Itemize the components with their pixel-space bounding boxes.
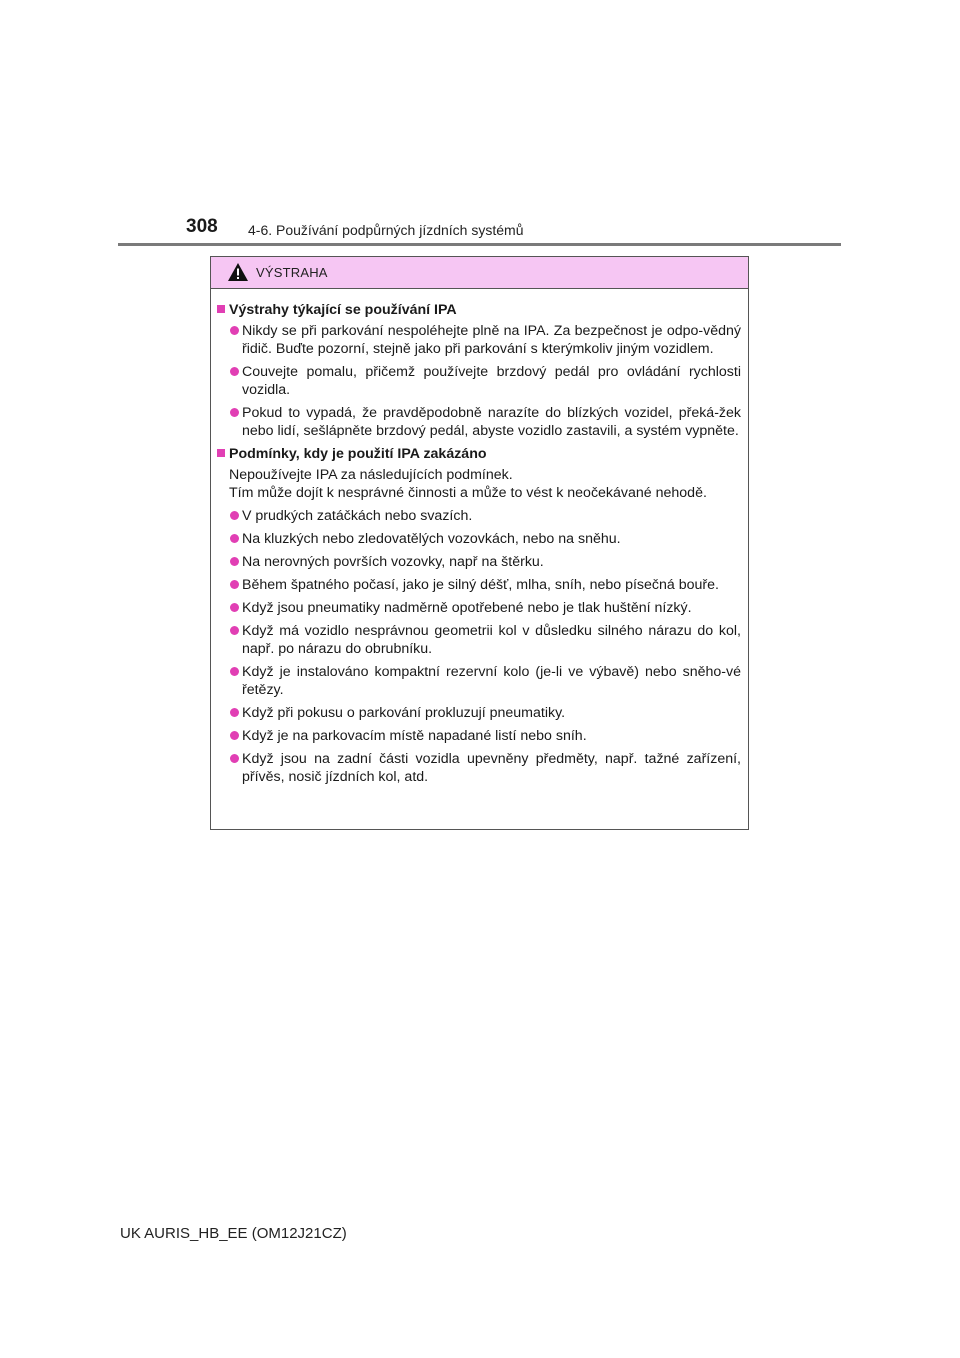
bullet-text: Když jsou na zadní části vozidla upevněny předměty, např. tažné zařízení, přívěs, nosič jízdních kol, atd. <box>242 751 741 785</box>
section-heading <box>217 445 741 463</box>
bullet-text: Když při pokusu o parkování prokluzují pneumatiky. <box>242 705 566 721</box>
dot-bullet-icon <box>230 534 239 543</box>
bullet-text: Pokud to vypadá, že pravděpodobně narazíte do blízkých vozidel, překá-žek nebo lidí, sešlápněte brzdový pedál, abyste vozidlo zastavili, a systém vypněte. <box>242 405 741 439</box>
bullet-text: Když jsou pneumatiky nadměrně opotřebené nebo je tlak huštění nízký. <box>242 600 692 616</box>
dot-bullet-icon <box>230 754 239 763</box>
bullet-text: Na nerovných površích vozovky, např na štěrku. <box>242 554 544 570</box>
bullet-item <box>217 727 741 745</box>
intro-line: Tím může dojít k nesprávné činnosti a může to vést k neočekávané nehodě. <box>229 485 707 501</box>
bullet-text: Nikdy se při parkování nespoléhejte plně na IPA. Za bezpečnost je odpo-vědný řidič. Buďte pozorní, stejně jako při parkování s kterýmkoliv jiným vozidlem. <box>242 323 741 357</box>
bullet-text: Během špatného počasí, jako je silný déšť, mlha, sníh, nebo písečná bouře. <box>242 577 719 593</box>
bullet-item <box>217 750 741 786</box>
dot-bullet-icon <box>230 326 239 335</box>
bullet-text: V prudkých zatáčkách nebo svazích. <box>242 508 473 524</box>
page-number: 308 <box>186 216 218 237</box>
bullet-text: Když je instalováno kompaktní rezervní kolo (je-li ve výbavě) nebo sněho-vé řetězy. <box>242 664 741 698</box>
section-heading-text: Výstrahy týkající se používání IPA <box>229 302 457 318</box>
section-ipa-warnings <box>217 301 741 440</box>
dot-bullet-icon <box>230 557 239 566</box>
bullet-text: Když má vozidlo nesprávnou geometrii kol v důsledku silného nárazu do kol, např. po nárazu do obrubníku. <box>242 623 741 657</box>
section-title: 4-6. Používání podpůrných jízdních systémů <box>248 222 524 238</box>
bullet-item <box>217 704 741 722</box>
dot-bullet-icon <box>230 626 239 635</box>
warning-triangle-icon <box>227 262 249 282</box>
bullet-item <box>217 622 741 658</box>
footer-code: UK AURIS_HB_EE (OM12J21CZ) <box>120 1225 347 1242</box>
bullet-item <box>217 507 741 525</box>
warning-box <box>210 256 749 830</box>
square-bullet-icon <box>217 449 225 457</box>
section-heading-text: Podmínky, kdy je použití IPA zakázáno <box>229 446 487 462</box>
section-heading <box>217 301 741 319</box>
warning-header <box>211 257 748 289</box>
warning-body <box>211 289 748 786</box>
bullet-item <box>217 553 741 571</box>
square-bullet-icon <box>217 305 225 313</box>
bullet-item <box>217 322 741 358</box>
bullet-item <box>217 663 741 699</box>
bullet-item <box>217 576 741 594</box>
dot-bullet-icon <box>230 367 239 376</box>
intro-line: Nepoužívejte IPA za následujících podmínek. <box>229 467 513 483</box>
warning-title: VÝSTRAHA <box>256 265 328 280</box>
dot-bullet-icon <box>230 731 239 740</box>
bullet-text: Na kluzkých nebo zledovatělých vozovkách, nebo na sněhu. <box>242 531 621 547</box>
bullet-text: Couvejte pomalu, přičemž používejte brzdový pedál pro ovládání rychlosti vozidla. <box>242 364 741 398</box>
dot-bullet-icon <box>230 408 239 417</box>
bullet-text: Když je na parkovacím místě napadané listí nebo sníh. <box>242 728 587 744</box>
bullet-item <box>217 530 741 548</box>
dot-bullet-icon <box>230 511 239 520</box>
header-rule <box>118 243 841 246</box>
dot-bullet-icon <box>230 580 239 589</box>
bullet-item <box>217 404 741 440</box>
dot-bullet-icon <box>230 603 239 612</box>
dot-bullet-icon <box>230 667 239 676</box>
bullet-item <box>217 599 741 617</box>
section-ipa-prohibited <box>217 445 741 786</box>
bullet-item <box>217 363 741 399</box>
dot-bullet-icon <box>230 708 239 717</box>
